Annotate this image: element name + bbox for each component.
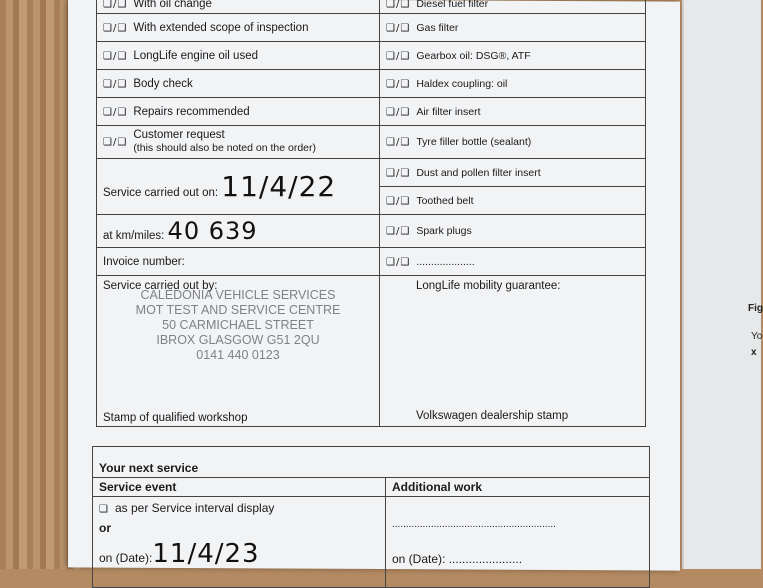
table-row	[97, 70, 646, 98]
adjacent-page-text: Fig	[748, 303, 763, 314]
service-date-handwritten: 11/4/22	[221, 170, 337, 203]
workshop-stamp	[108, 288, 368, 363]
next-service-body	[93, 497, 649, 587]
interval-option: as per Service interval display	[114, 501, 275, 515]
table-row	[97, 215, 646, 248]
km-miles-label: at km/miles:	[103, 230, 165, 242]
check-item-label: Body check	[133, 77, 193, 90]
checkbox-icon: ❑/❑	[386, 22, 411, 34]
checkbox-icon: ❑/❑	[386, 50, 411, 62]
additional-work-header: Additional work	[392, 480, 482, 494]
stamp-line: 0141 440 0123	[196, 348, 280, 362]
table-row	[97, 159, 646, 187]
checkbox-icon: ❑/❑	[386, 0, 411, 10]
check-item-label: Gas filter	[416, 21, 459, 34]
check-item-label: Gearbox oil: DSG®, ATF	[416, 49, 531, 62]
dealership-stamp-caption: Volkswagen dealership stamp	[416, 410, 569, 422]
check-item-label: Toothed belt	[416, 194, 474, 207]
check-item-label: LongLife engine oil used	[133, 49, 258, 62]
table-row	[97, 248, 646, 276]
check-item-label: With extended scope of inspection	[133, 21, 309, 34]
checkbox-icon: ❑/❑	[386, 226, 411, 237]
stamp-line: MOT TEST AND SERVICE CENTRE	[135, 303, 341, 317]
table-row	[97, 42, 646, 70]
checkbox-icon: ❑/❑	[103, 137, 128, 149]
adjacent-page-text: x	[751, 347, 757, 358]
check-item-label: Dust and pollen filter insert	[416, 166, 541, 179]
mobility-guarantee-label: LongLife mobility guarantee:	[416, 280, 561, 292]
checkbox-icon: ❑/❑	[103, 0, 128, 10]
table-row	[97, 126, 646, 159]
stamp-line: 50 CARMICHAEL STREET	[162, 318, 314, 332]
checkbox-icon: ❑/❑	[386, 256, 411, 268]
checkbox-icon: ❑/❑	[386, 195, 411, 207]
check-item-label: Repairs recommended	[133, 105, 250, 118]
service-date-label: Service carried out on:	[103, 187, 219, 199]
checkbox-icon: ❑/❑	[103, 106, 128, 118]
checkbox-icon: ❑/❑	[386, 106, 411, 118]
km-miles-handwritten: 40 639	[167, 217, 258, 245]
checkbox-icon: ❑/❑	[103, 22, 128, 34]
additional-on-date: on (Date): ......................	[392, 552, 523, 566]
check-item-label: With oil change	[133, 0, 212, 10]
service-event-header: Service event	[93, 478, 386, 496]
or-label: or	[99, 521, 111, 535]
checkbox-icon: ❑/❑	[386, 137, 411, 148]
check-item-label: Diesel fuel filter	[416, 0, 489, 10]
table-row	[97, 14, 646, 42]
next-service-title: Your next service	[93, 447, 649, 478]
next-date-handwritten: 11/4/23	[152, 539, 260, 569]
checkbox-icon: ❑/❑	[386, 78, 411, 90]
table-row	[97, 98, 646, 126]
checkbox-icon: ❑/❑	[103, 78, 128, 90]
table-row	[97, 0, 646, 14]
check-item-label: ....................	[416, 255, 475, 268]
check-item-label: Spark plugs	[416, 225, 472, 237]
ticked-checkbox-icon: ❑/❑	[103, 50, 128, 62]
invoice-number-label: Invoice number:	[103, 255, 185, 268]
workshop-label: Service carried out by:	[103, 280, 218, 292]
check-item-label: Air filter insert	[416, 105, 481, 118]
next-service-section	[92, 446, 650, 588]
stamp-line: CALEDONIA VEHICLE SERVICES	[140, 288, 336, 302]
additional-work-line: ...........................................................	[392, 519, 556, 530]
adjacent-page-text: Yo	[751, 331, 763, 342]
on-date-label: on (Date):	[99, 551, 153, 565]
customer-request-note: (this should also be noted on the order)	[133, 142, 317, 154]
checkbox-icon: ❑/❑	[386, 167, 411, 179]
workshop-stamp-caption: Stamp of qualified workshop	[103, 412, 248, 424]
check-item-label: Haldex coupling: oil	[416, 77, 508, 90]
next-service-header	[93, 478, 649, 497]
adjacent-page	[682, 0, 761, 569]
customer-request-label: Customer request	[133, 129, 225, 141]
check-item-label: Tyre filler bottle (sealant)	[416, 136, 532, 148]
ticked-checkbox-icon: ❑	[99, 504, 109, 515]
stamp-line: IBROX GLASGOW G51 2QU	[156, 333, 320, 347]
